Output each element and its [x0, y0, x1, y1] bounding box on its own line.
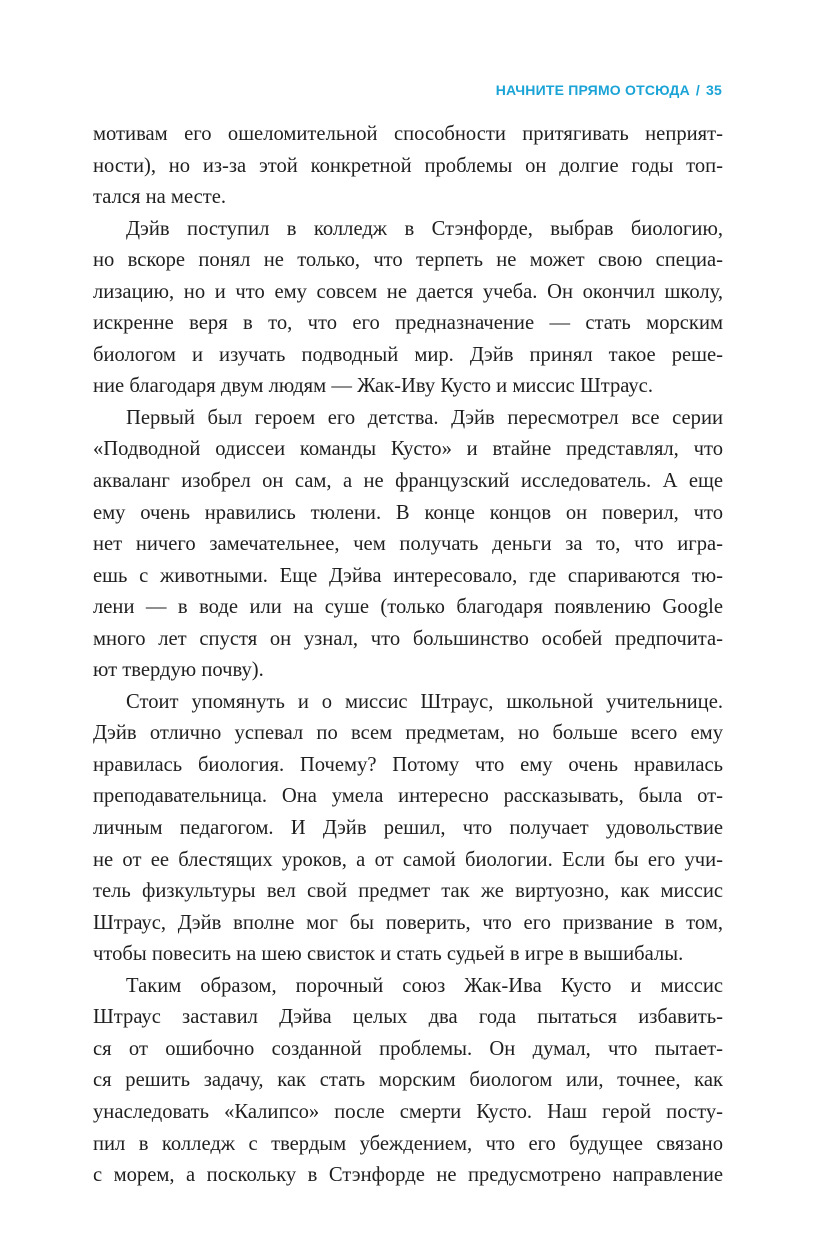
text-line: с морем, а поскольку в Стэнфорде не предусмотрено направление: [93, 1164, 723, 1187]
text-line: Дэйв отлично успевал по всем предметам, но больше всего ему: [93, 722, 723, 745]
text-line: ешь с животными. Еще Дэйва интересовало, где спариваются тю-: [93, 564, 723, 587]
text-line: тался на месте.: [93, 186, 227, 209]
text-line: чтобы повесить на шею свисток и стать судьей в игре в вышибалы.: [93, 943, 684, 966]
page-number: 35: [706, 82, 722, 98]
text-line: не от ее блестящих уроков, а от самой биологии. Если бы его учи-: [93, 848, 723, 871]
text-line: ют твердую почву).: [93, 659, 264, 682]
text-line: ся от ошибочно созданной проблемы. Он думал, что пытает-: [93, 1037, 723, 1060]
text-line: лизацию, но и что ему совсем не дается учеба. Он окончил школу,: [93, 280, 723, 303]
text-line: Дэйв поступил в колледж в Стэнфорде, выбрав биологию,: [126, 217, 723, 240]
text-line: «Подводной одиссеи команды Кусто» и втайне представлял, что: [93, 438, 723, 461]
text-line: ему очень нравились тюлени. В конце концов он поверил, что: [93, 501, 723, 524]
text-line: Штраус заставил Дэйва целых два года пытаться избавить-: [93, 1006, 723, 1029]
text-line: преподавательница. Она умела интересно рассказывать, была от-: [93, 785, 723, 808]
running-head: [496, 82, 722, 98]
text-line: Стоит упомянуть и о миссис Штраус, школьной учительнице.: [126, 690, 723, 713]
text-line: личным педагогом. И Дэйв решил, что получает удовольствие: [93, 817, 723, 840]
text-line: ся решить задачу, как стать морским биологом или, точнее, как: [93, 1069, 723, 1092]
text-line: пил в колледж с твердым убеждением, что его будущее связано: [93, 1132, 723, 1155]
text-line: Первый был героем его детства. Дэйв пересмотрел все серии: [126, 406, 723, 429]
body-text: [93, 119, 723, 1192]
text-line: Таким образом, порочный союз Жак-Ива Кусто и миссис: [126, 974, 723, 997]
text-line: ности), но из-за этой конкретной проблемы он долгие годы топ-: [93, 154, 723, 177]
text-line: нравилась биология. Почему? Потому что ему очень нравилась: [93, 753, 723, 776]
text-line: биологом и изучать подводный мир. Дэйв принял такое реше-: [93, 343, 723, 366]
text-line: лени — в воде или на суше (только благодаря появлению Google: [93, 596, 723, 619]
text-line: ние благодаря двум людям — Жак-Иву Кусто и миссис Штраус.: [93, 375, 653, 398]
text-line: унаследовать «Калипсо» после смерти Кусто. Наш герой посту-: [93, 1100, 723, 1123]
text-line: нет ничего замечательнее, чем получать деньги за то, что игра-: [93, 533, 723, 556]
text-line: но вскоре понял не только, что терпеть не может свою специа-: [93, 249, 723, 272]
chapter-title: НАЧНИТЕ ПРЯМО ОТСЮДА: [495, 82, 690, 98]
header-separator: /: [695, 82, 701, 98]
text-line: тель физкультуры вел свой предмет так же виртуозно, как миссис: [93, 880, 723, 903]
text-line: искренне веря в то, что его предназначение — стать морским: [93, 312, 723, 335]
text-line: мотивам его ошеломительной способности притягивать неприят-: [93, 123, 723, 145]
text-line: акваланг изобрел он сам, а не французский исследователь. А еще: [93, 470, 723, 493]
text-line: много лет спустя он узнал, что большинство особей предпочита-: [93, 627, 723, 650]
text-line: Штраус, Дэйв вполне мог бы поверить, что его призвание в том,: [93, 911, 723, 934]
